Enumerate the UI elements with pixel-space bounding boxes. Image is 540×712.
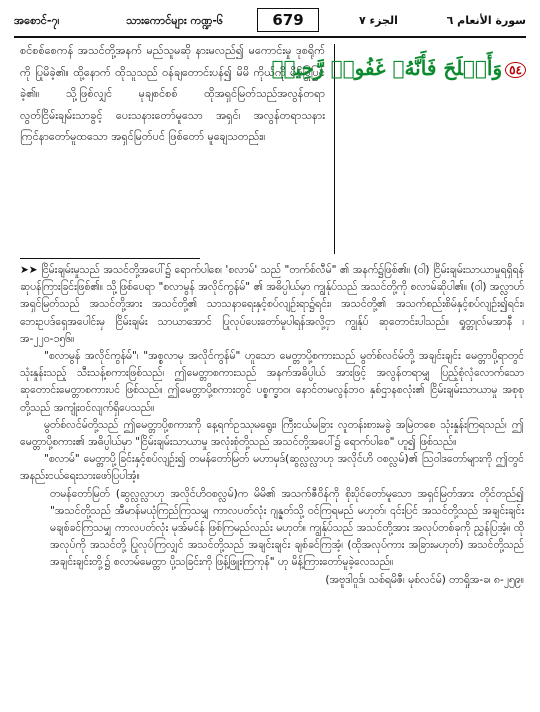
note-paragraph: မွတ်စ်လင်မ်တို့သည် ဤမေတ္တာပို့စကားကို နေ့ရက်ဥဿုမရွေး၊ ကြီးငယ်မခြား လူတန်းစားမခွဲ အမြဲတစေ သုံးနှုန်းကြရသည်၊ ဤမေတ္တာပို့စကား၏ အဓိပ္ပါယ်မှာ "ငြိမ်းချမ်းသာယာမှု အလုံးစုံတို့သည် အသင်တို့အပေါ်၌ ရောက်ပါစေ" ဟူ၍ ဖြစ်သည်။ xyxy=(20,418,524,449)
verse-number: ٥٤ xyxy=(505,62,526,78)
note-paragraph: "စလာမ်" မေတ္တာပို့ခြင်းနှင့်စပ်လျဉ်း၍ တမန်တော်မြတ် မဟာမှဒ်(ဆွလ္လလ္လာဟု အလိုင်ဟိ ဝစလ္လမ်)၏ ဩဝါဒတော်များကို ဤတွင် အနည်းငယ်ရေးသားဖော်ပြပါအံ့။ xyxy=(20,453,524,483)
translation-text: စင်စစ်စေကန် အသင်တို့အနက် မည်သူမဆို နားမလည်၍ မကောင်းမှု ဒုစရိုက်ကို ပြုမိခဲ့၏။ ထို့နောက် ထိုသူသည် ဝန်ချတောင်းပန်၍ မိမိ ကိုယ်ကို မိမိပြုပြင်ခဲ့၏။ သို့ဖြစ်လျှင် မုချစင်စစ် ထိုအရှင်မြတ်သည်အလွန်တရာ လွတ်ငြိမ်းချမ်းသာခွင့် ပေးသနားတော်မူသော အရှင်၊ အလွန်တရာသနား ကြင်နာတော်မူထသော အရှင်မြတ်ပင် ဖြစ်တော် မူချေသတည်း။ xyxy=(20,44,325,143)
note-paragraph: ➤➤ ငြိမ်းချမ်းမှုသည် အသင်တို့အပေါ်၌ ရောက်ပါစေ၊ 'စလာမ်' သည် "တက်စ်လီမ်" ၏ အနက်၌ဖြစ်၏။ (ဝါ) ငြိမ်းချမ်းသာယာမှုရရှိရန် ဆုပန်ကြားခြင်းဖြစ်၏။ သို့ဖြစ်ပေရာ "စလာမွန် အလိုင်ကွန်မ်" ၏ အဓိပ္ပါယ်မှာ ကျွန်ုပ်သည် အသင်တို့ကို စလာမ်ဆိုပါ၏။ (ဝါ) အလ္လာဟ်အရှင်မြတ်သည် အသင်တို့အား အသင်တို့၏ သာသနာရေးနှင့်စပ်လျဉ်းရာ၌ရင်း၊ အသင်တို့၏ အသက်စည်းစိမ်နှင့်စပ်လျဉ်း၍ရင်း၊ ဘေးဥပဒ်ရှေအပေါင်းမှ ငြိမ်းချမ်း သာယာအောင် ပြုလုပ်ပေးတော်မူပါရန်အလို့ငှာ ကျွန်ုပ် ဆုတောင်းပါသည်။ ရှုတ္တုလ်မအာနီ ၊အ-၂၂၀-၁၅၆။ xyxy=(20,264,524,345)
page-header xyxy=(14,10,526,38)
arabic-verse xyxy=(271,56,526,80)
page-number: 679 xyxy=(257,8,319,32)
hadith-quote: တမန်တော်မြတ် (ဆွလ္လလ္လာဟု အလိုင်ဟိဝစလ္လမ်)က မိမိ၏ အသက်ဇီဝိန်ကို စိုးပိုင်တော်မူသော အရှင်မြတ်အား တိုင်တည်၍ "အသင်တို့သည် အီမာန်မယုံကြည်ကြသမျှ ကာလပတ်လုံး ဂျန္နတ်သို့ ဝင်ကြရမည် မဟုတ်၊ ၎င်းပြင် အသင်တို့သည် အချင်းချင်း မချစ်ခင်ကြသမျှ ကာလပတ်လုံး မုအ်မင်န် ဖြစ်ကြမည်လည်း မဟုတ်။ ကျွန်ုပ်သည် အသင်တို့အား အလုပ်တစ်ခုကို ညွှန်ပြအံ့။ ထိုအလုပ်ကို အသင်တို့ ပြုလုပ်ကြလျှင် အသင်တို့သည် အချင်းချင်း ချစ်ခင်ကြအံ့၊ (ထိုအလုပ်ကား အခြားမဟုတ်) အသင်တို့သည် အချင်းချင်းတို့၌ စလာမ်မေတ္တာ ပို့သခြင်းကို ဖြန့်ဖြူးကြကုန်" ဟု မိန့်ကြားတော်မူခဲ့လေသည်။ xyxy=(50,487,524,569)
volume-label: အစောင်-၇၊ xyxy=(14,14,60,27)
footnotes xyxy=(20,262,524,589)
juz-label: الجزء ٧ xyxy=(359,14,398,27)
hadith-reference: (အဗူဒါဝူဒ်၊ သစ်ရမိဇီ၊ မုစ်လင်မ်) တာရှိုအ-ခ၊ ၈-၂၅၉။ xyxy=(325,573,524,586)
verse-text: وَأَصۡلَحَ فَأَنَّهُۥ غَفُورٞ رَّحِيمٞ xyxy=(271,56,503,80)
surah-label: سورة الأنعام ٦ xyxy=(446,14,526,27)
footnote-divider xyxy=(20,258,200,259)
chapter-label: သားကောင်များ ကဏ္ဍ-၆ xyxy=(126,14,224,27)
note-paragraph: "စလာမွန် အလိုင်ကွန်မ်"၊ "အစ္စလာမု အလိုင်ကွန်မ်" ဟူသော မေတ္တာပို့စကားသည် မွတ်စ်လင်မ်တို့ အချင်းချင်း မေတ္တာပို့ရာတွင် သုံးနှုန်းသည့် သီးသန့်စကားဖြစ်သည်၊ ဤမေတ္တာစကားသည် အနက်အဓိပ္ပါယ် အားဖြင့် အလွန်တရာမျှ ပြည့်စုံလုံလောက်သော ဆုတောင်းမေတ္တာစကားပင် ဖြစ်သည်။ ဤမေတ္တာပို့စကားတွင် ပစ္စက္ခာဝ၊ နောင်တမလွန်ဘဝ နှစ်ဌာနစလုံး၏ ငြိမ်းချမ်းသာယာမှု အစုစုတို့သည် အကျုံးဝင်လျက်ရှိပေသည်။ xyxy=(20,350,524,414)
